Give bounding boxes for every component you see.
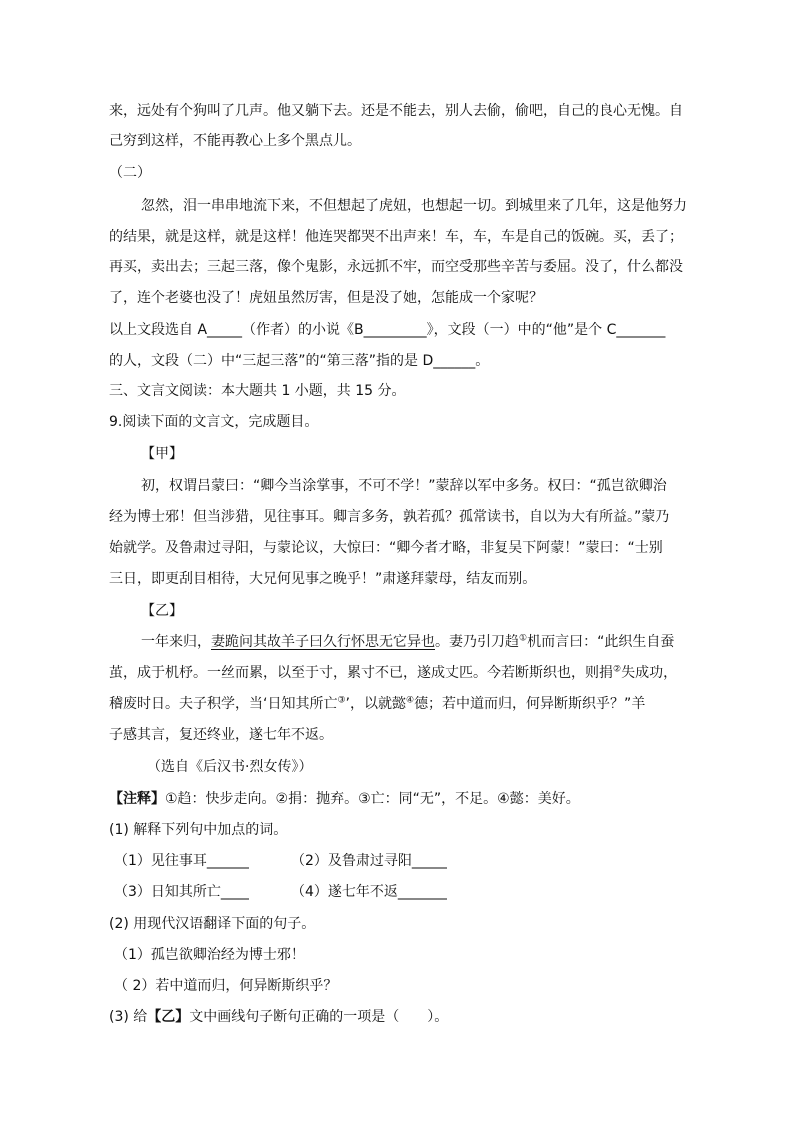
notes <box>109 789 580 809</box>
yi-label: 【乙】 <box>141 603 183 619</box>
yi-line2-start: 茧，成于机杼。一丝而累，以至于寸，累寸不已，遂成丈匹。今若断斯织也，则捐 <box>109 665 613 681</box>
sub-question-1-item-1: （1）见往事耳______ <box>114 853 249 869</box>
yi-line1 <box>141 632 674 652</box>
note-marker-4: ④ <box>405 695 415 706</box>
note-marker-2: ② <box>613 664 622 675</box>
sub-question-1-title: (1) 解释下列句中加点的词。 <box>109 822 288 838</box>
sub-question-2-title: (2) 用现代汉语翻译下面的句子。 <box>109 916 316 932</box>
sub-question-1-item-4: （4）遂七年不返_______ <box>291 884 447 900</box>
yi-line1-mid: 。妻乃引刀趋 <box>435 634 519 650</box>
passage2-line3: 再买，卖出去；三起三落，像个鬼影，永远抓不牢，而空受那些辛苦与委屈。没了，什么都没 <box>109 259 683 275</box>
notes-text: ①趋：快步走向。②捐：抛弃。③亡：同“无”，不足。④懿：美好。 <box>165 791 580 807</box>
section-3-title: 三、文言文阅读：本大题共 1 小题，共 15 分。 <box>109 383 406 399</box>
yi-line3 <box>109 694 645 714</box>
yi-line4: 子感其言，复还终业，遂七年不返。 <box>109 727 333 743</box>
jia-line4: 三日，即更刮目相待，大兄何见事之晚乎！”肃遂拜蒙母，结友而别。 <box>109 571 537 587</box>
sub-question-3-bracket: 【乙】 <box>147 1009 190 1025</box>
yi-line3-end: 德；若中道而归，何异断斯织乎？”羊 <box>414 696 646 712</box>
fill-question-line2: 的人，文段（二）中“三起三落”的“第三落”指的是 D______。 <box>109 353 490 369</box>
note-marker-3: ③ <box>337 695 346 706</box>
yi-line3-start: 稽废时日。夫子积学，当‘日知其所亡 <box>109 696 338 712</box>
fill-question-line1: 以上文段选自 A_____（作者）的小说《B_________》，文段（一）中的“他”是个 C_______ <box>109 322 666 338</box>
passage2-line1: 忽然，泪一串串地流下来，不但想起了虎妞，也想起一切。到城里来了几年，这是他努力 <box>141 198 687 214</box>
section-2-label: （二） <box>109 165 151 181</box>
underlined-sentence: 妻跪问其故羊子曰久行怀思无它异也 <box>211 634 435 650</box>
question-9-title: 9.阅读下面的文言文，完成题目。 <box>109 414 319 430</box>
sub-question-1-item-2: （2）及鲁肃过寻阳_____ <box>291 853 447 869</box>
note-marker-1: ① <box>519 633 528 644</box>
notes-label: 【注释】 <box>109 791 165 807</box>
sub-question-3 <box>109 1007 448 1027</box>
passage1-line2: 己穷到这样，不能再教心上多个黑点儿。 <box>109 133 361 149</box>
yi-source: （选自《后汉书·烈女传》） <box>147 759 313 775</box>
sub-question-1-item-3: （3）日知其所亡____ <box>114 884 249 900</box>
sub-question-2-item-1: （1）孤岂欲卿治经为博士邪！ <box>114 947 305 963</box>
sub-question-3-number: (3) 给 <box>109 1009 148 1025</box>
yi-line2 <box>109 663 677 683</box>
passage2-line4: 了，连个老婆也没了！虎妞虽然厉害，但是没了她，怎能成一个家呢？ <box>109 290 543 306</box>
yi-line3-mid: ’，以就懿 <box>345 696 406 712</box>
passage2-line2: 的结果，就是这样，就是这样！他连哭都哭不出声来！车，车，车是自己的饭碗。买，丢了； <box>109 229 683 245</box>
jia-line1: 初，权谓吕蒙曰：“卿今当涂掌事，不可不学！”蒙辞以军中多务。权曰：“孤岂欲卿治 <box>141 478 667 494</box>
yi-line1-start: 一年来归， <box>141 634 211 650</box>
sub-question-3-text: 文中画线句子断句正确的一项是（ ）。 <box>189 1009 449 1025</box>
yi-line2-end: 失成功， <box>621 665 678 681</box>
passage1-line1: 来，远处有个狗叫了几声。他又躺下去。还是不能去，别人去偷，偷吧，自己的良心无愧。自 <box>109 103 683 119</box>
jia-line2: 经为博士邪！但当涉猎，见往事耳。卿言多务，孰若孤？孤常读书，自以为大有所益。”蒙乃 <box>109 509 670 525</box>
yi-line1-end: 机而言曰：“此织生自蚕 <box>527 634 675 650</box>
sub-question-2-item-2: （ 2）若中道而归，何异断斯织乎？ <box>114 978 338 994</box>
jia-label: 【甲】 <box>141 446 183 462</box>
jia-line3: 始就学。及鲁肃过寻阳，与蒙论议，大惊曰：“卿今者才略，非复吴下阿蒙！”蒙曰：“士别 <box>109 540 663 556</box>
